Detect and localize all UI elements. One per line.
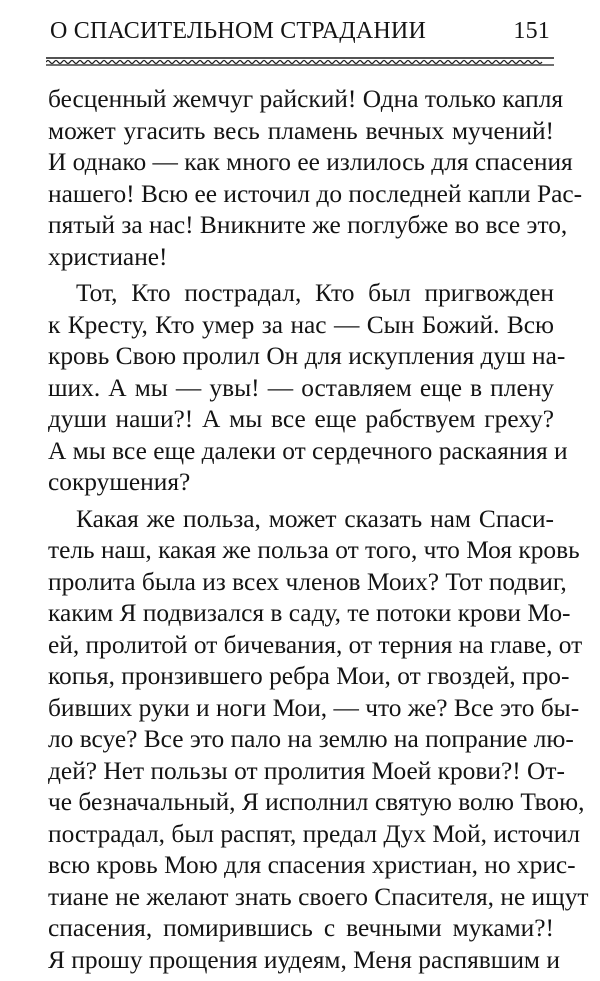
text-line: тель наш, какая же польза от того, что Моя кровь	[48, 536, 580, 564]
text-line: сокрушения?	[48, 468, 191, 496]
text-line: может угасить весь пламень вечных мучений!	[48, 116, 554, 145]
text-line: ло всуе? Все это пало на землю на попрание лю-	[48, 725, 574, 753]
text-line: И однако — как много ее излилось для спасения	[48, 148, 573, 176]
text-line: нашего! Всю ее источил до последней капли Рас-	[48, 179, 583, 208]
page-number: 151	[513, 18, 550, 44]
text-line: Какая же польза, может сказать нам Спаси-	[76, 504, 554, 533]
running-title: О СПАСИТЕЛЬНОМ СТРАДАНИИ	[50, 18, 426, 44]
paragraph	[48, 504, 589, 977]
paragraph	[48, 278, 568, 499]
text-line: ших. А мы — увы! — оставляем еще в плену	[48, 373, 554, 402]
paragraph	[48, 84, 583, 273]
main-text	[48, 84, 589, 981]
text-line: А мы все еще далеки от сердечного раскаяния и	[48, 436, 568, 465]
text-line: че безначальный, Я исполнил святую волю Твою,	[48, 788, 585, 816]
text-line: к Кресту, Кто умер за нас — Сын Божий. Всю	[48, 310, 554, 339]
text-line: бивших руки и ноги Мои, — что же? Все это бы-	[48, 693, 580, 722]
text-line: каким Я подвизался в саду, те потоки крови Мо-	[48, 599, 571, 627]
text-line: копья, пронзившего ребра Мои, от гвоздей, про-	[48, 662, 570, 690]
text-line: души наши?! А мы все еще рабствуем греху?	[48, 405, 554, 433]
text-line: тиане не желают знать своего Спасителя, не ищут	[48, 882, 589, 911]
text-line: христиане!	[48, 242, 168, 271]
text-line: ей, пролитой от бичевания, от терния на главе, от	[48, 630, 583, 659]
text-line: пролита была из всех членов Моих? Тот подвиг,	[48, 567, 567, 596]
text-line: бесценный жемчуг райский! Одна только капля	[48, 85, 564, 113]
text-line: кровь Свою пролил Он для искупления душ на-	[48, 342, 566, 370]
running-header	[50, 18, 550, 54]
text-line: Я прошу прощения иудеям, Меня распявшим и	[48, 945, 560, 974]
text-line: Тот, Кто пострадал, Кто был пригвожден	[76, 279, 554, 307]
text-line: пятый за нас! Вникните же поглубже во все это,	[48, 211, 568, 239]
text-line: спасения, помирившись с вечными муками?!	[48, 914, 554, 942]
text-line: дей? Нет пользы от пролития Моей крови?! От-	[48, 756, 565, 785]
text-line: всю кровь Мою для спасения христиан, но хрис-	[48, 851, 576, 879]
text-line: пострадал, был распят, предал Дух Мой, источил	[48, 819, 581, 848]
header-ornamental-rule	[46, 56, 554, 66]
